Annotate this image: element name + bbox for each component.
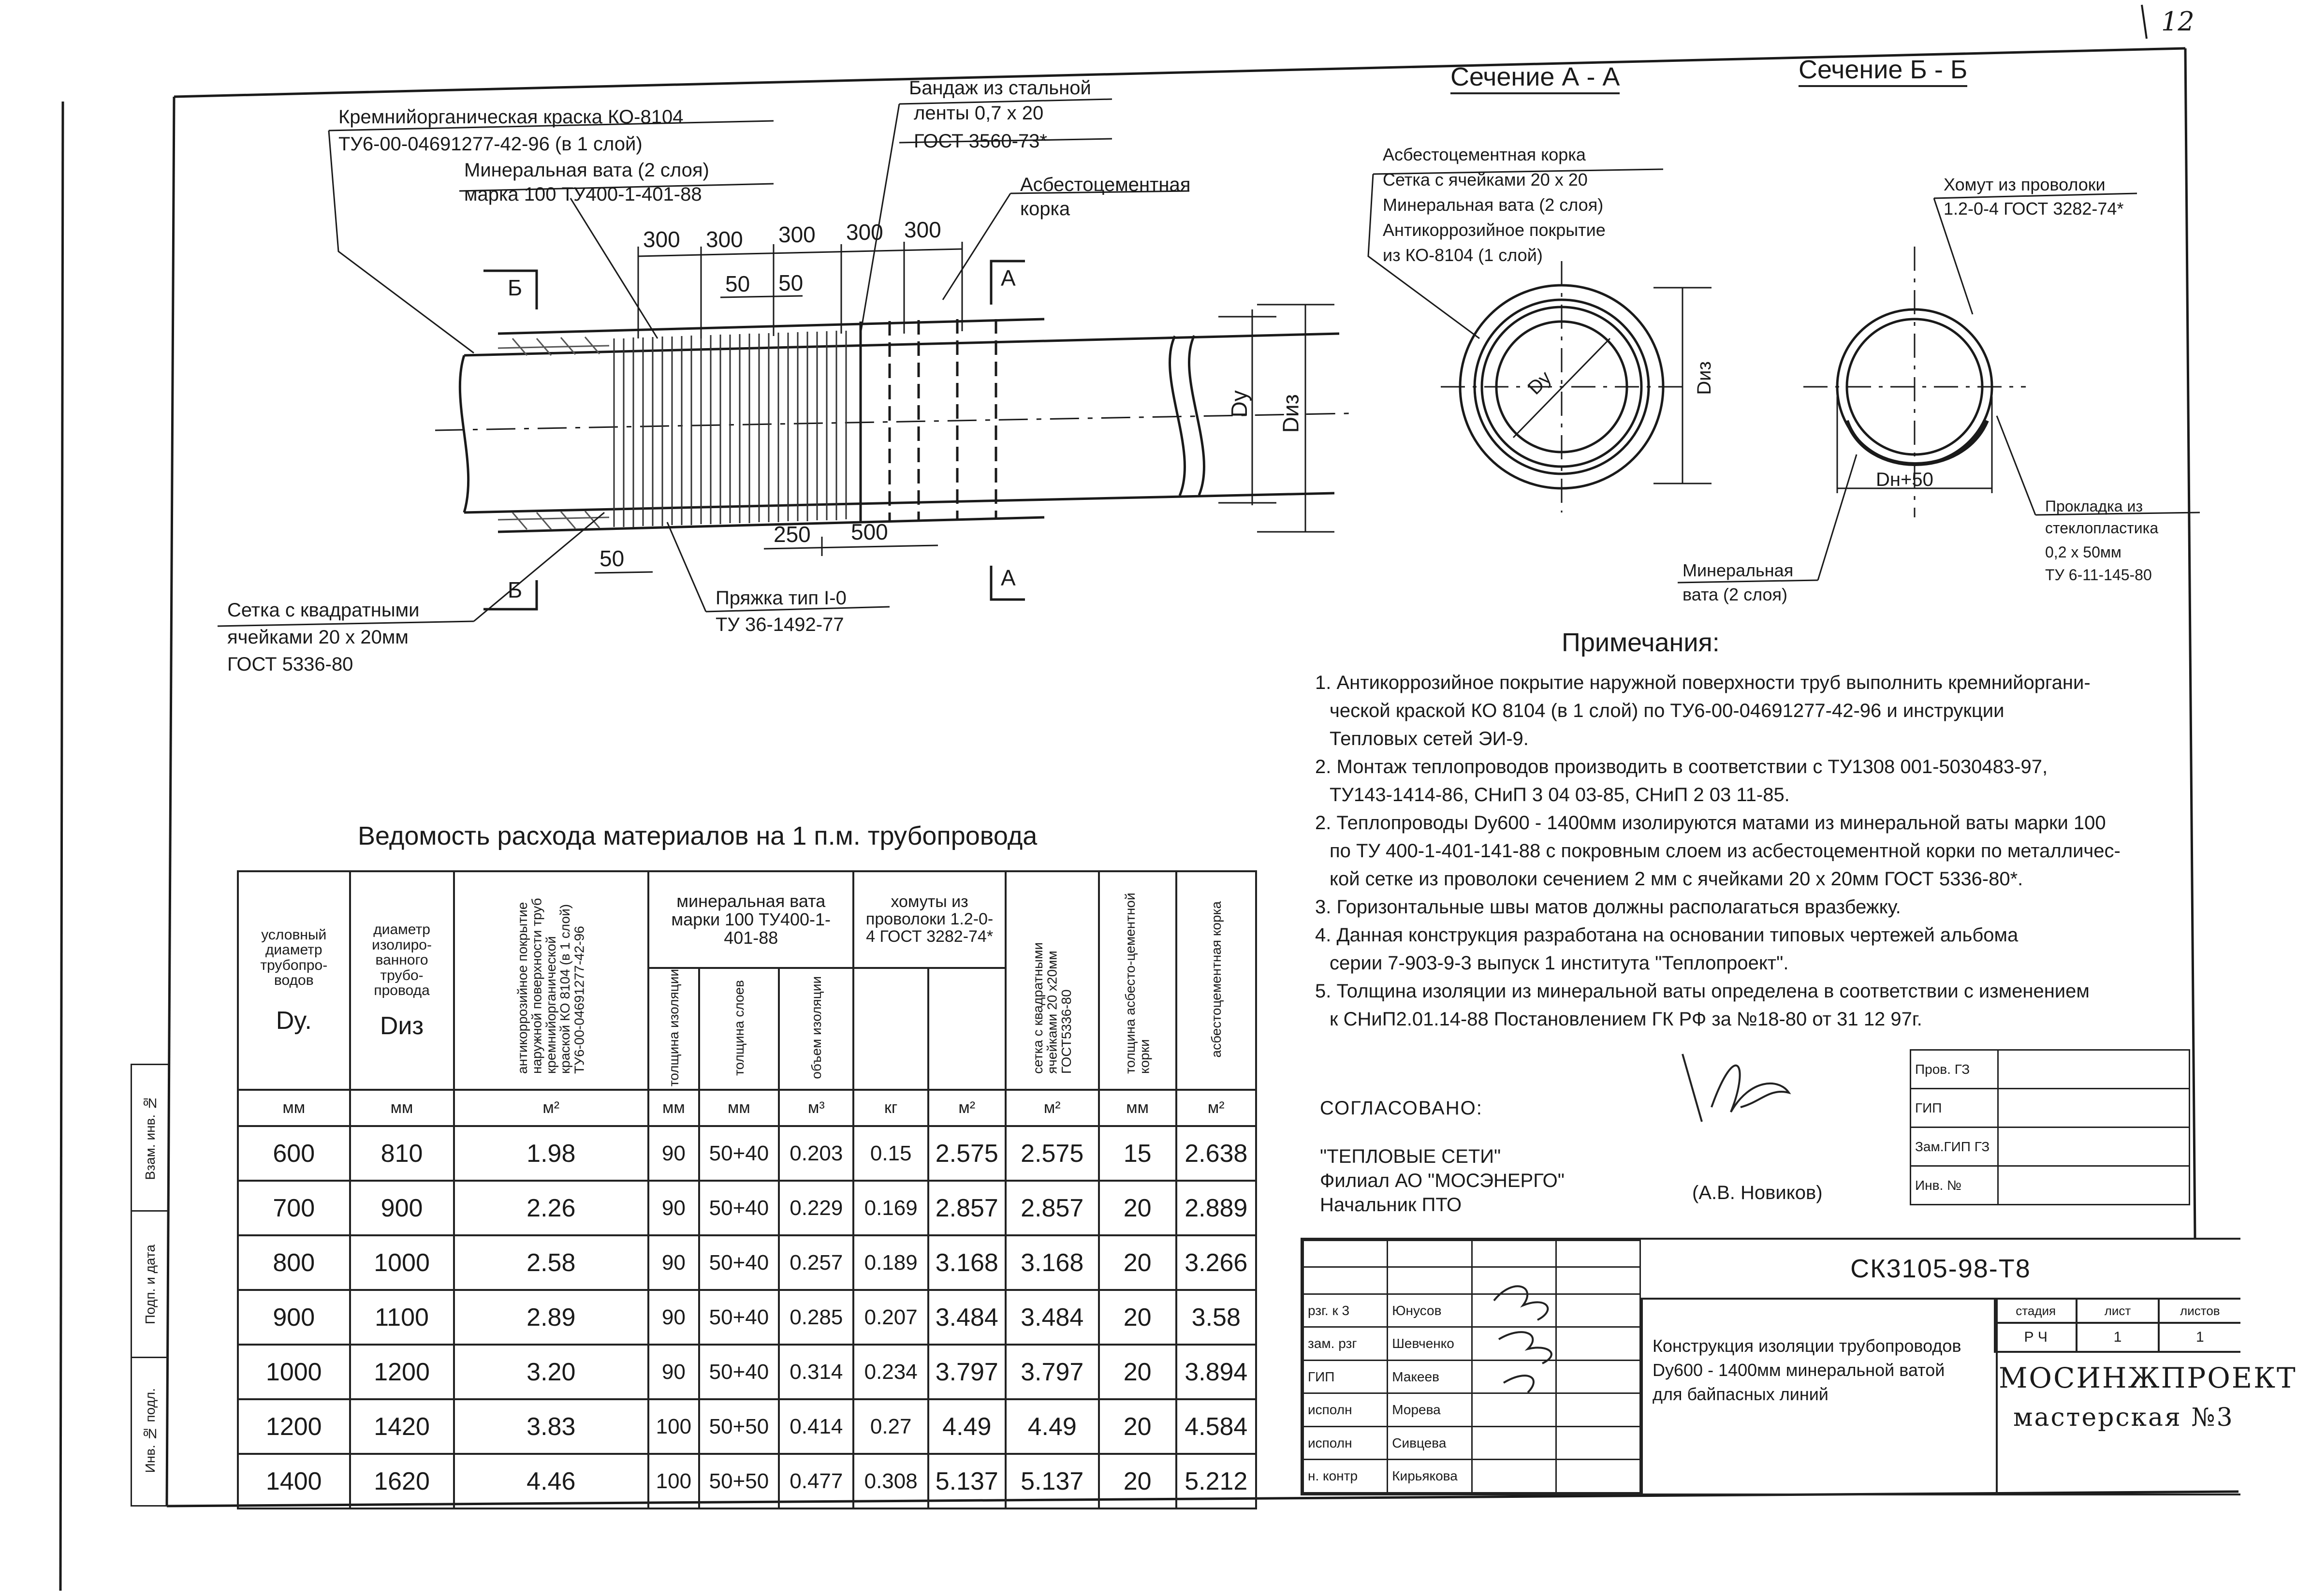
stage-value: Р Ч [1995, 1323, 2077, 1352]
table-cell: 1200 [238, 1399, 350, 1454]
side-stamp [131, 1064, 168, 1507]
callout-mesh-2: ячейками 20 х 20мм [227, 627, 409, 648]
table-cell: 3.58 [1176, 1290, 1256, 1345]
hdr-coat: антикоррозийное покрытие наружной поверхности труб кремнийорганической краской КО 8104 (в 1 слой) ТУ6-00-04691277-42-96 [454, 871, 648, 1090]
table-cell: 4.49 [928, 1399, 1006, 1454]
dim-diz: Dиз [1278, 394, 1303, 433]
unit-cell: кг [853, 1090, 928, 1126]
drawing-code: СК3105-98-Т8 [1850, 1254, 2031, 1283]
dim-300-a: 300 [643, 227, 680, 252]
table-cell: 0.189 [853, 1235, 928, 1290]
callout-buckle-2: ТУ 36-1492-77 [716, 614, 844, 635]
callout-paint-1: Кремнийорганическая краска КО-8104 [338, 106, 684, 128]
sheets-value: 1 [2159, 1323, 2240, 1352]
org-workshop: мастерская №3 [2013, 1403, 2234, 1432]
table-cell: 90 [648, 1345, 699, 1399]
table-cell: 700 [238, 1181, 350, 1235]
roles-empty-cell [1472, 1241, 1556, 1267]
unit-cell: м² [928, 1090, 1006, 1126]
note-line: 4. Данная конструкция разработана на основании типовых чертежей альбома [1315, 924, 2019, 946]
table-cell: 50+40 [699, 1235, 779, 1290]
roles-table [1302, 1240, 1641, 1494]
callout-mesh-1: Сетка с квадратными [227, 600, 420, 621]
table-cell: 50+40 [699, 1345, 779, 1399]
table-cell: 2.58 [454, 1235, 648, 1290]
date-cell [1556, 1393, 1640, 1427]
section-b-gasket-3: 0,2 х 50мм [2045, 543, 2121, 561]
table-row [238, 1290, 1256, 1345]
small-stamp-empty [1998, 1127, 2190, 1166]
table-cell: 2.857 [1006, 1181, 1099, 1235]
unit-cell: мм [350, 1090, 454, 1126]
table-cell: 2.575 [1006, 1126, 1099, 1181]
unit-cell: м² [1176, 1090, 1256, 1126]
hdr-wool-layers: толщина слоев [699, 968, 779, 1090]
table-cell: 2.89 [454, 1290, 648, 1345]
table-cell: 3.797 [1006, 1345, 1099, 1399]
org-name: МОСИНЖПРОЕКТ [1999, 1362, 2297, 1394]
signature-cell [1472, 1460, 1556, 1493]
dim-50-c: 50 [600, 546, 625, 571]
table-cell: 800 [238, 1235, 350, 1290]
hdr-mesh: сетка с квадратными ячейками 20 х20мм ГОСТ5336-80 [1006, 871, 1099, 1090]
table-cell: 3.797 [928, 1345, 1006, 1399]
section-b-dn: Dн+50 [1876, 469, 1933, 490]
approval-signer: (А.В. Новиков) [1692, 1182, 1823, 1203]
small-stamp-cell: ГИП [1911, 1089, 1998, 1127]
table-cell: 1200 [350, 1345, 454, 1399]
approval-org2: Филиал АО "МОСЭНЕРГО" [1320, 1170, 1565, 1191]
signature-cell [1472, 1426, 1556, 1460]
table-cell: 0.308 [853, 1454, 928, 1508]
table-row [238, 1126, 1256, 1181]
section-b-clamp-2: 1.2-0-4 ГОСТ 3282-74* [1944, 199, 2124, 219]
table-cell: 90 [648, 1290, 699, 1345]
table-cell: 0.285 [779, 1290, 853, 1345]
callout-mesh-3: ГОСТ 5336-80 [227, 654, 353, 675]
callout-bandage-3: ГОСТ 3560-73* [914, 131, 1047, 152]
role-cell: исполн [1303, 1393, 1388, 1427]
side-stamp-cell2: Подп. и дата [142, 1244, 158, 1324]
note-line: 1. Антикоррозийное покрытие наружной поверхности труб выполнить кремнийоргани- [1315, 672, 2091, 693]
section-b-wool-1: Минеральная [1683, 560, 1794, 580]
signature-cell [1472, 1327, 1556, 1361]
table-cell: 0.257 [779, 1235, 853, 1290]
table-cell: 0.169 [853, 1181, 928, 1235]
section-b-wool-2: вата (2 слоя) [1683, 585, 1787, 604]
callout-bandage-1: Бандаж из стальной [909, 77, 1091, 99]
side-stamp-cell3: Инв. № подл. [142, 1388, 158, 1473]
note-line: 5. Толщина изоляции из минеральной ваты определена в соответствии с изменением [1315, 981, 2090, 1002]
callout-wool-1: Минеральная вата (2 слоя) [464, 160, 709, 181]
outer-margin [60, 102, 63, 1591]
callout-crust-1: Асбестоцементная [1020, 174, 1191, 195]
section-a-line4: Антикоррозийное покрытие [1383, 220, 1606, 240]
table-cell: 15 [1099, 1126, 1176, 1181]
approval-org1: "ТЕПЛОВЫЕ СЕТИ" [1320, 1146, 1501, 1167]
section-b-clamp-1: Хомут из проволоки [1944, 175, 2106, 194]
hdr-crust: асбестоцементная корка [1176, 871, 1256, 1090]
table-cell: 3.484 [1006, 1290, 1099, 1345]
section-b-gasket-4: ТУ 6-11-145-80 [2045, 566, 2152, 584]
small-stamp-empty [1998, 1089, 2190, 1127]
unit-cell: мм [1099, 1090, 1176, 1126]
hdr-wool-vol: объем изоляции [779, 968, 853, 1090]
roles-row [1303, 1393, 1640, 1427]
title-block [1301, 1238, 2297, 1495]
table-cell: 3.894 [1176, 1345, 1256, 1399]
dim-250: 250 [774, 522, 811, 547]
note-line: ческой краской КО 8104 (в 1 слой) по ТУ6-00-04691277-42-96 и инструкции [1330, 700, 2004, 721]
table-cell: 3.266 [1176, 1235, 1256, 1290]
roles-row [1303, 1426, 1640, 1460]
role-cell: н. контр [1303, 1460, 1388, 1493]
cut-b-bottom: Б [508, 577, 523, 602]
desc-line2: Dy600 - 1400мм минеральной ватой [1653, 1360, 1945, 1380]
table-cell: 90 [648, 1181, 699, 1235]
table-cell: 0.234 [853, 1345, 928, 1399]
name-cell: Юнусов [1388, 1294, 1472, 1327]
table-cell: 1000 [350, 1235, 454, 1290]
sheet-label: лист [2077, 1299, 2158, 1323]
section-a-line1: Асбестоцементная корка [1383, 145, 1586, 164]
name-cell: Кирьякова [1388, 1460, 1472, 1493]
table-cell: 0.15 [853, 1126, 928, 1181]
small-stamp-cell: Зам.ГИП ГЗ [1911, 1127, 1998, 1166]
table-row [238, 1181, 1256, 1235]
table-cell: 0.414 [779, 1399, 853, 1454]
name-cell: Морева [1388, 1393, 1472, 1427]
table-row [238, 1345, 1256, 1399]
table-cell: 810 [350, 1126, 454, 1181]
table-cell: 2.575 [928, 1126, 1006, 1181]
section-a-line5: из КО-8104 (1 слой) [1383, 245, 1543, 265]
role-cell: исполн [1303, 1426, 1388, 1460]
table-cell: 20 [1099, 1345, 1176, 1399]
table-cell: 20 [1099, 1235, 1176, 1290]
stage-table [1994, 1298, 2240, 1353]
table-cell: 2.638 [1176, 1126, 1256, 1181]
roles-row [1303, 1327, 1640, 1361]
callout-crust-2: корка [1020, 198, 1070, 220]
table-body [238, 1126, 1256, 1508]
table-cell: 1.98 [454, 1126, 648, 1181]
table-cell: 20 [1099, 1454, 1176, 1508]
table-cell: 20 [1099, 1290, 1176, 1345]
note-line: серии 7-903-9-3 выпуск 1 института "Теплопроект". [1330, 952, 1789, 974]
small-stamp-empty [1998, 1166, 2190, 1205]
table-cell: 1100 [350, 1290, 454, 1345]
pipe-top-edge [464, 334, 1339, 355]
table-cell: 50+40 [699, 1126, 779, 1181]
table-cell: 1400 [238, 1454, 350, 1508]
table-cell: 1620 [350, 1454, 454, 1508]
table-cell: 0.477 [779, 1454, 853, 1508]
note-line: Тепловых сетей ЭИ-9. [1330, 728, 1529, 749]
signature-cell [1472, 1294, 1556, 1327]
unit-cell: мм [648, 1090, 699, 1126]
hdr-clamp-kg [853, 968, 928, 1090]
table-cell: 4.49 [1006, 1399, 1099, 1454]
section-a-line2: Сетка с ячейками 20 х 20 [1383, 170, 1588, 190]
dim-dy: Dy [1226, 390, 1252, 418]
sheet-value: 1 [2077, 1323, 2158, 1352]
sheets-label: листов [2159, 1299, 2240, 1323]
pipe-axis [435, 413, 1349, 430]
section-b-title: Сечение Б - Б [1799, 56, 1967, 87]
notes-title: Примечания: [1562, 628, 1720, 657]
hdr-diz: диаметр изолиро-ванного трубо-провода Dиз [350, 871, 454, 1090]
roles-row [1303, 1360, 1640, 1393]
desc-line3: для байпасных линий [1653, 1384, 1829, 1404]
table-cell: 90 [648, 1235, 699, 1290]
signature-cell [1472, 1393, 1556, 1427]
table-cell: 2.857 [928, 1181, 1006, 1235]
unit-cell: м² [1006, 1090, 1099, 1126]
role-cell: зам. рзг [1303, 1327, 1388, 1361]
small-stamp [1910, 1049, 2190, 1205]
table-cell: 20 [1099, 1399, 1176, 1454]
roles-empty-cell [1388, 1267, 1472, 1294]
note-line: к СНиП2.01.14-88 Постановлением ГК РФ за №18-80 от 31 12 97г. [1330, 1009, 1922, 1030]
table-cell: 1000 [238, 1345, 350, 1399]
roles-empty-cell [1472, 1267, 1556, 1294]
date-cell [1556, 1460, 1640, 1493]
note-line: 2. Теплопроводы Dy600 - 1400мм изолируются матами из минеральной ваты марки 100 [1315, 812, 2106, 834]
table-cell: 3.20 [454, 1345, 648, 1399]
hdr-clamp-m2 [928, 968, 1006, 1090]
table-cell: 900 [350, 1181, 454, 1235]
table-title: Ведомость расхода материалов на 1 п.м. трубопровода [358, 821, 1038, 850]
unit-cell: м² [454, 1090, 648, 1126]
section-b-gasket-1: Прокладка из [2045, 498, 2143, 515]
unit-cell: мм [238, 1090, 350, 1126]
dim-500: 500 [851, 519, 888, 544]
table-cell: 5.137 [928, 1454, 1006, 1508]
name-cell: Сивцева [1388, 1426, 1472, 1460]
roles-empty-cell [1556, 1267, 1640, 1294]
role-cell: ГИП [1303, 1360, 1388, 1393]
small-stamp-cell: Инв. № [1911, 1166, 1998, 1205]
pipe-break-left [460, 355, 468, 512]
table-cell: 50+50 [699, 1454, 779, 1508]
cut-a-bottom: А [1001, 565, 1016, 590]
table-row [238, 1454, 1256, 1508]
section-a-line3: Минеральная вата (2 слоя) [1383, 195, 1604, 215]
roles-row [1303, 1460, 1640, 1493]
note-line: 3. Горизонтальные швы матов должны располагаться вразбежку. [1315, 896, 1901, 918]
table-row [238, 1235, 1256, 1290]
table-cell: 50+40 [699, 1290, 779, 1345]
section-b-gasket-2: стеклопластика [2045, 519, 2159, 537]
unit-cell: мм [699, 1090, 779, 1126]
name-cell: Шевченко [1388, 1327, 1472, 1361]
callout-wool-2: марка 100 ТУ400-1-401-88 [464, 184, 702, 205]
approval-title: СОГЛАСОВАНО: [1320, 1098, 1483, 1119]
dim-300-b: 300 [706, 227, 743, 252]
stage-label: стадия [1995, 1299, 2077, 1323]
hdr-wool-group: минеральная вата марки 100 ТУ400-1-401-88 [648, 871, 853, 968]
table-row [238, 1399, 1256, 1454]
table-cell: 4.584 [1176, 1399, 1256, 1454]
table-cell: 1420 [350, 1399, 454, 1454]
note-line: по ТУ 400-1-401-141-88 с покровным слоем из асбестоцементной корки по металличес- [1330, 840, 2121, 862]
table-cell: 20 [1099, 1181, 1176, 1235]
note-line: 2. Монтаж теплопроводов производить в соответствии с ТУ1308 001-5030483-97, [1315, 756, 2048, 777]
section-a-dy: Dy [1523, 367, 1556, 399]
table-cell: 3.168 [1006, 1235, 1099, 1290]
dim-300-d: 300 [846, 220, 883, 245]
table-cell: 5.212 [1176, 1454, 1256, 1508]
date-cell [1556, 1360, 1640, 1393]
callout-paint-2: ТУ6-00-04691277-42-96 (в 1 слой) [338, 133, 643, 155]
table-cell: 600 [238, 1126, 350, 1181]
note-line: ТУ143-1414-86, СНиП 3 04 03-85, СНиП 2 03 11-85. [1330, 784, 1790, 805]
unit-cell: м³ [779, 1090, 853, 1126]
table-cell: 90 [648, 1126, 699, 1181]
roles-row [1303, 1294, 1640, 1327]
callout-buckle-1: Пряжка тип I-0 [716, 587, 847, 609]
corner-number: 12 [2161, 6, 2195, 37]
dim-300-e: 300 [904, 217, 941, 242]
table-cell: 3.484 [928, 1290, 1006, 1345]
table-cell: 900 [238, 1290, 350, 1345]
hdr-crust-thick: толщина асбесто-цементной корки [1099, 871, 1176, 1090]
desc-line1: Конструкция изоляции трубопроводов [1653, 1336, 1961, 1356]
note-line: кой сетке из проволоки сечением 2 мм с ячейками 20 х 20мм ГОСТ 5336-80*. [1330, 868, 2023, 890]
roles-empty-cell [1303, 1267, 1388, 1294]
date-cell [1556, 1327, 1640, 1361]
table-cell: 100 [648, 1454, 699, 1508]
table-cell: 3.168 [928, 1235, 1006, 1290]
dim-300-c: 300 [778, 222, 816, 247]
hdr-clamp-group: хомуты из проволоки 1.2-0-4 ГОСТ 3282-74* [853, 871, 1005, 968]
section-a-title: Сечение А - А [1450, 63, 1620, 94]
cut-b-top: Б [508, 275, 523, 300]
section-a-diz: Dиз [1693, 361, 1715, 395]
table-cell: 0.27 [853, 1399, 928, 1454]
pipe-break-right [1170, 336, 1185, 496]
table-cell: 0.314 [779, 1345, 853, 1399]
roles-empty-cell [1303, 1241, 1388, 1267]
side-stamp-cell1: Взам. инв. № [142, 1095, 158, 1180]
dim-50-a: 50 [725, 271, 750, 296]
cut-a-top: А [1001, 265, 1016, 291]
small-stamp-cell: Пров. ГЗ [1911, 1050, 1998, 1089]
hdr-dy: условный диаметр трубопро-водов Dy. [238, 871, 350, 1090]
table-cell: 0.207 [853, 1290, 928, 1345]
pipe-bottom-edge [464, 493, 1334, 512]
table-cell: 5.137 [1006, 1454, 1099, 1508]
signature-cell [1472, 1360, 1556, 1393]
units-row [238, 1090, 1256, 1126]
role-cell: рзг. к 3 [1303, 1294, 1388, 1327]
table-cell: 2.26 [454, 1181, 648, 1235]
table-cell: 3.83 [454, 1399, 648, 1454]
callout-bandage-2: ленты 0,7 х 20 [914, 102, 1044, 124]
hdr-wool-thick: толщина изоляции [648, 968, 699, 1090]
date-cell [1556, 1294, 1640, 1327]
table-cell: 2.889 [1176, 1181, 1256, 1235]
table-cell: 50+40 [699, 1181, 779, 1235]
table-cell: 50+50 [699, 1399, 779, 1454]
materials-table [237, 870, 1257, 1509]
approval-role: Начальник ПТО [1320, 1194, 1462, 1215]
dim-50-b: 50 [778, 270, 804, 295]
small-stamp-empty [1998, 1050, 2190, 1089]
roles-empty-cell [1388, 1241, 1472, 1267]
name-cell: Макеев [1388, 1360, 1472, 1393]
table-cell: 0.229 [779, 1181, 853, 1235]
table-cell: 4.46 [454, 1454, 648, 1508]
table-cell: 0.203 [779, 1126, 853, 1181]
date-cell [1556, 1426, 1640, 1460]
table-cell: 100 [648, 1399, 699, 1454]
roles-empty-cell [1556, 1241, 1640, 1267]
